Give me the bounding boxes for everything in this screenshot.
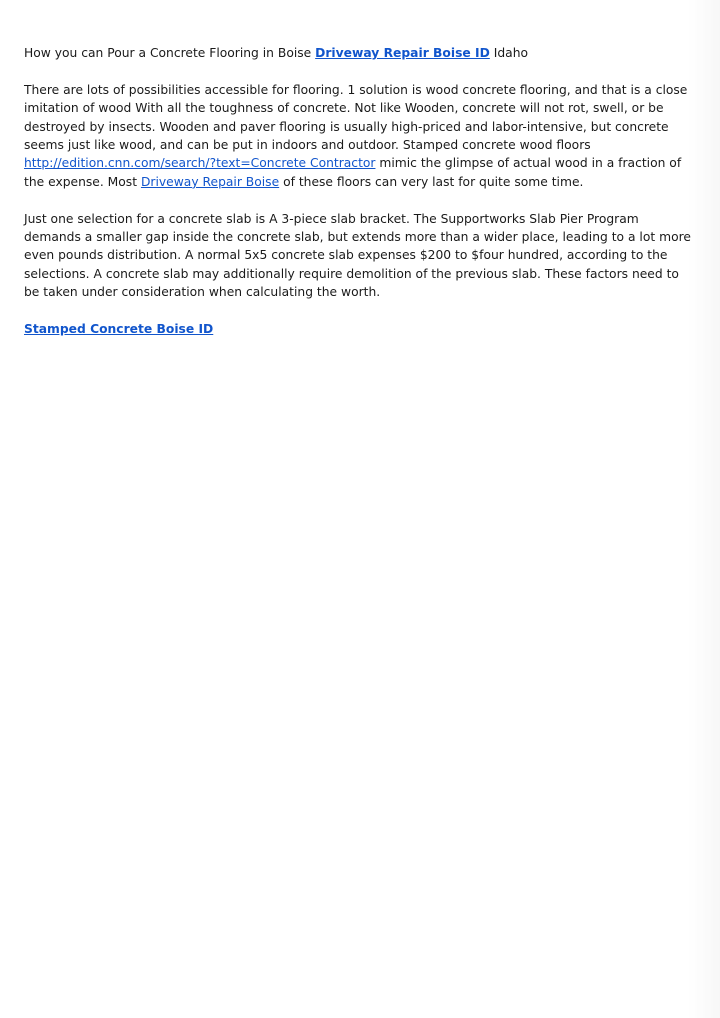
paragraph-slab: Just one selection for a concrete slab is A 3-piece slab bracket. The Supportworks Slab Pier Program demands a smaller gap inside the concrete slab, but extends more than a wider place, leading to a lot more even pounds distribution. A normal 5x5 concrete slab expenses $200 to $four hundred, according to the selections. A concrete slab may additionally require demolition of the previous slab. These factors need to be taken under consideration when calculating the worth. [24, 211, 691, 300]
heading-line [24, 44, 692, 62]
footer-line [24, 320, 692, 338]
paragraph-flooring-text-3: of these floors can very last for quite some time. [279, 174, 584, 189]
page-edge-shade [688, 0, 720, 1018]
paragraph-flooring [24, 81, 692, 191]
driveway-repair-boise-link[interactable]: Driveway Repair Boise [140, 174, 280, 189]
heading-text: How you can Pour a Concrete Flooring in Boise [24, 46, 316, 60]
cnn-search-link[interactable]: http://edition.cnn.com/search/?text=Concrete Contractor [24, 156, 376, 171]
paragraph-flooring-text-2: mimic the glimpse of actual wood in a fraction of the expense. Most [24, 156, 682, 189]
stamped-concrete-boise-id-link[interactable]: Stamped Concrete Boise ID [24, 322, 214, 337]
document-body [24, 44, 692, 357]
driveway-repair-boise-id-link[interactable]: Driveway Repair Boise ID [315, 46, 490, 60]
heading-suffix: Idaho [489, 46, 529, 60]
paragraph-flooring-text-1: There are lots of possibilities accessible for flooring. 1 solution is wood concrete flooring, and that is a close imitation of wood With all the toughness of concrete. Not like Wooden, concrete will not rot, swell, or be destroyed by insects. Wooden and paver flooring is usually high-priced and labor-intensive, but concrete seems just like wood, and can be put in indoors and outdoor. Stamped concrete wood floors [24, 82, 688, 153]
